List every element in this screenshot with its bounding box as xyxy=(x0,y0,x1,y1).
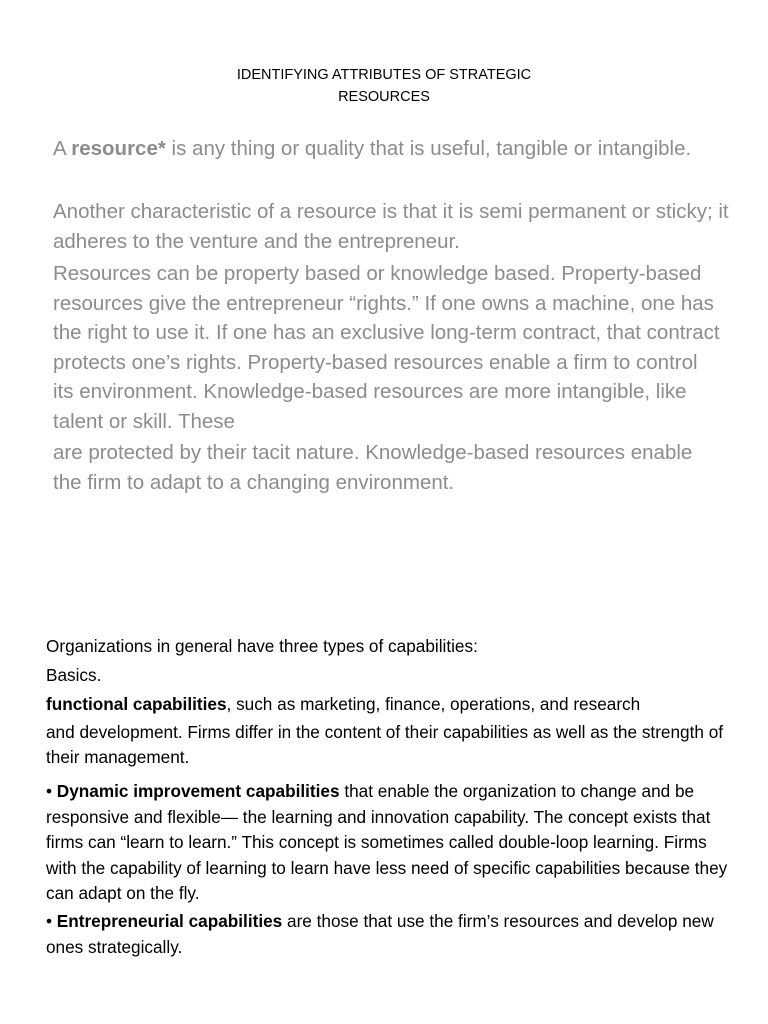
capabilities-basics: Basics. xyxy=(46,665,102,685)
resource-definition-paragraph xyxy=(53,134,743,164)
entrepreneurial-capabilities-item xyxy=(46,909,736,960)
title-line-2: RESOURCES xyxy=(338,89,430,105)
bullet-dynamic: • xyxy=(46,781,57,801)
functional-capabilities-term: functional capabilities xyxy=(46,694,227,714)
entrepreneurial-capabilities-text: are those that use the firm’s resources and develop new ones strategically. xyxy=(46,911,714,957)
resource-term: resource* xyxy=(71,137,166,160)
dynamic-capabilities-item xyxy=(46,779,736,907)
functional-capabilities-line xyxy=(46,690,736,718)
capabilities-intro: Organizations in general have three types of capabilities: xyxy=(46,636,478,656)
title-line-1: IDENTIFYING ATTRIBUTES OF STRATEGIC xyxy=(236,67,532,83)
bullet-entrepreneurial: • xyxy=(46,911,57,931)
resource-definition-prefix: A xyxy=(53,137,72,160)
document-title xyxy=(0,64,768,108)
functional-capabilities-text: , such as marketing, finance, operations, and research xyxy=(226,694,641,714)
resource-characteristic-paragraph: Another characteristic of a resource is that it is semi permanent or sticky; it adheres to the venture and the entrepreneur. xyxy=(53,200,729,253)
dynamic-capabilities-text: that enable the organization to change and be responsive and flexible— the learning and innovation capability. The concept exists that firms can “learn to learn.” This concept is sometimes called double-loop learning. Firms with the capability of learning to learn have less need of specific capabilities because they can adapt on the fly. xyxy=(46,781,728,903)
entrepreneurial-capabilities-term: Entrepreneurial capabilities xyxy=(56,911,283,931)
dynamic-capabilities-term: Dynamic improvement capabilities xyxy=(56,781,340,801)
functional-capabilities-continuation: and development. Firms differ in the content of their capabilities as well as the strength of their management. xyxy=(46,722,724,767)
resource-types-paragraph: Resources can be property based or knowledge based. Property-based resources give the entrepreneur “rights.” If one owns a machine, one has the right to use it. If one has an exclusive long-term contract, that contract protects one’s rights. Property-based resources enable a firm to control its environment. Knowledge-based resources are more intangible, like talent or skill. These xyxy=(53,262,720,433)
resource-definition-text: is any thing or quality that is useful, tangible or intangible. xyxy=(165,137,692,160)
resource-protection-paragraph: are protected by their tacit nature. Knowledge-based resources enable the firm to adapt to a changing environment. xyxy=(53,441,693,494)
